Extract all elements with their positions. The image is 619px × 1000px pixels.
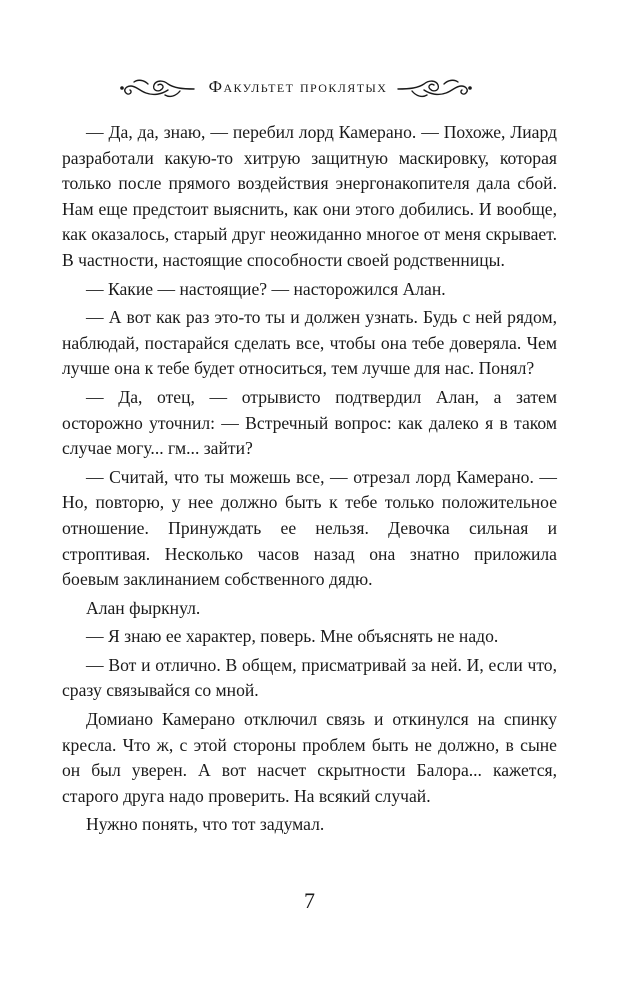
page-body-text — [62, 120, 557, 841]
paragraph: — Да, да, знаю, — перебил лорд Камерано. — Похоже, Лиард разработали какую-то хитрую защитную маскировку, которая только после прямого воздействия энергонакопителя дала сбой. Нам еще предстоит выяснить, как они этого добились. И вообще, как оказалось, старый друг неожиданно многое от меня скрывает. В частности, настоящие способности своей родственницы. — [62, 122, 557, 270]
paragraph: — Какие — настоящие? — насторожился Алан. — [86, 278, 446, 299]
right-flourish-ornament — [396, 74, 474, 102]
running-title: Факультет проклятых — [208, 77, 388, 96]
paragraph: Алан фыркнул. — [86, 597, 201, 618]
paragraph: — Я знаю ее характер, поверь. Мне объяснять не надо. — [86, 626, 499, 647]
paragraph: — Вот и отлично. В общем, присматривай за ней. И, если что, сразу связывайся со мной. — [62, 654, 557, 701]
left-flourish-ornament — [118, 74, 196, 102]
running-header — [0, 74, 619, 102]
paragraph: — Да, отец, — отрывисто подтвердил Алан, а затем осторожно уточнил: — Встречный вопрос: как далеко я в таком случае могу... гм... зайти? — [62, 386, 557, 459]
paragraph: Домиано Камерано отключил связь и откинулся на спинку кресла. Что ж, с этой стороны проблем быть не должно, в сыне он был уверен. А вот насчет скрытности Балора... кажется, старого друга надо проверить. На всякий случай. — [62, 709, 557, 806]
paragraph: — А вот как раз это-то ты и должен узнать. Будь с ней рядом, наблюдай, постарайся сделать все, чтобы она тебе доверяла. Чем лучше она к тебе будет относиться, тем лучше для нас. Понял? — [62, 307, 557, 379]
page-number: 7 — [304, 888, 315, 913]
paragraph: Нужно понять, что тот задумал. — [86, 814, 325, 835]
paragraph: — Считай, что ты можешь все, — отрезал лорд Камерано. — Но, повторю, у нее должно быть к тебе только положительное отношение. Принуждать ее нельзя. Девочка сильная и строптивая. Несколько часов назад она знатно приложила боевым заклинанием собственного дядю. — [62, 466, 557, 590]
